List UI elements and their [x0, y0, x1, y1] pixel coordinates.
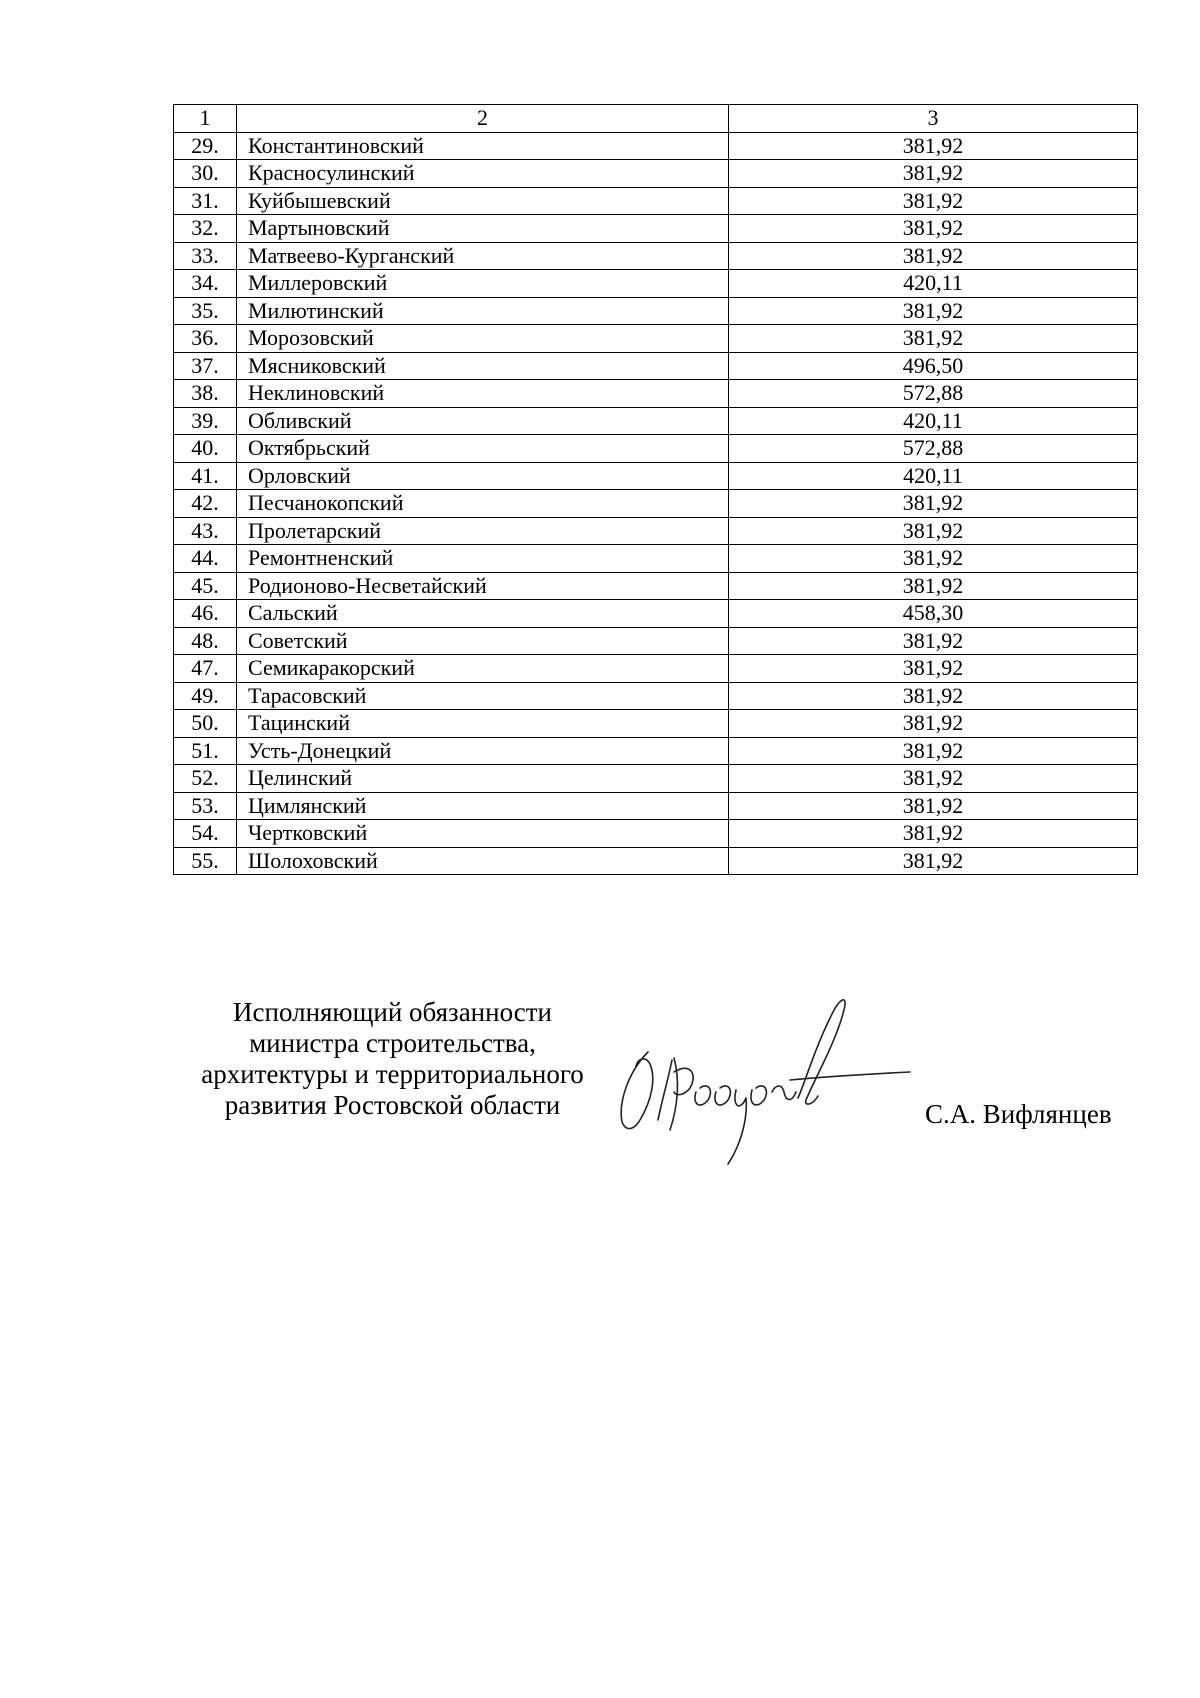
row-number-cell: 48. — [174, 627, 237, 655]
district-name-cell: Октябрьский — [237, 435, 729, 463]
header-cell-name: 2 — [237, 105, 729, 133]
row-number-cell: 36. — [174, 325, 237, 353]
table-row — [174, 682, 1138, 710]
district-name-cell: Усть-Донецкий — [237, 737, 729, 765]
district-name-cell: Семикаракорский — [237, 655, 729, 683]
value-cell: 381,92 — [729, 325, 1138, 353]
district-name-cell: Матвеево-Курганский — [237, 242, 729, 270]
district-name-cell: Куйбышевский — [237, 187, 729, 215]
value-cell: 381,92 — [729, 187, 1138, 215]
value-cell: 572,88 — [729, 435, 1138, 463]
value-cell: 458,30 — [729, 600, 1138, 628]
row-number-cell: 35. — [174, 297, 237, 325]
table-row — [174, 187, 1138, 215]
table-row — [174, 737, 1138, 765]
row-number-cell: 50. — [174, 710, 237, 738]
tariff-table — [173, 104, 1138, 875]
district-name-cell: Чертковский — [237, 820, 729, 848]
table-row — [174, 325, 1138, 353]
value-cell: 381,92 — [729, 132, 1138, 160]
value-cell: 420,11 — [729, 462, 1138, 490]
district-name-cell: Красносулинский — [237, 160, 729, 188]
district-name-cell: Неклиновский — [237, 380, 729, 408]
table-row — [174, 710, 1138, 738]
district-name-cell: Миллеровский — [237, 270, 729, 298]
value-cell: 420,11 — [729, 270, 1138, 298]
row-number-cell: 38. — [174, 380, 237, 408]
position-line: Исполняющий обязанности — [233, 997, 552, 1027]
value-cell: 420,11 — [729, 407, 1138, 435]
table-row — [174, 517, 1138, 545]
district-name-cell: Тарасовский — [237, 682, 729, 710]
row-number-cell: 45. — [174, 572, 237, 600]
table-row — [174, 820, 1138, 848]
table-row — [174, 572, 1138, 600]
table-row — [174, 765, 1138, 793]
value-cell: 496,50 — [729, 352, 1138, 380]
row-number-cell: 47. — [174, 655, 237, 683]
row-number-cell: 44. — [174, 545, 237, 573]
table-body — [174, 105, 1138, 875]
handwritten-signature — [600, 980, 920, 1180]
table-row — [174, 545, 1138, 573]
row-number-cell: 34. — [174, 270, 237, 298]
value-cell: 381,92 — [729, 297, 1138, 325]
district-name-cell: Советский — [237, 627, 729, 655]
value-cell: 572,88 — [729, 380, 1138, 408]
value-cell: 381,92 — [729, 847, 1138, 875]
row-number-cell: 41. — [174, 462, 237, 490]
row-number-cell: 54. — [174, 820, 237, 848]
row-number-cell: 43. — [174, 517, 237, 545]
signer-position — [180, 997, 605, 1121]
table-row — [174, 270, 1138, 298]
row-number-cell: 39. — [174, 407, 237, 435]
position-line: архитектуры и территориального — [201, 1059, 584, 1089]
district-name-cell: Тацинский — [237, 710, 729, 738]
value-cell: 381,92 — [729, 737, 1138, 765]
table-row — [174, 242, 1138, 270]
value-cell: 381,92 — [729, 215, 1138, 243]
signer-name: С.А. Вифлянцев — [925, 1099, 1112, 1129]
row-number-cell: 53. — [174, 792, 237, 820]
value-cell: 381,92 — [729, 710, 1138, 738]
district-name-cell: Морозовский — [237, 325, 729, 353]
table-row — [174, 435, 1138, 463]
table-row — [174, 352, 1138, 380]
row-number-cell: 29. — [174, 132, 237, 160]
district-name-cell: Милютинский — [237, 297, 729, 325]
value-cell: 381,92 — [729, 490, 1138, 518]
district-name-cell: Орловский — [237, 462, 729, 490]
value-cell: 381,92 — [729, 572, 1138, 600]
table-row — [174, 160, 1138, 188]
district-name-cell: Родионово-Несветайский — [237, 572, 729, 600]
district-name-cell: Константиновский — [237, 132, 729, 160]
position-line: развития Ростовской области — [224, 1090, 561, 1120]
table-row — [174, 490, 1138, 518]
row-number-cell: 49. — [174, 682, 237, 710]
table-row — [174, 600, 1138, 628]
table-row — [174, 792, 1138, 820]
row-number-cell: 31. — [174, 187, 237, 215]
row-number-cell: 40. — [174, 435, 237, 463]
table-row — [174, 847, 1138, 875]
district-name-cell: Мартыновский — [237, 215, 729, 243]
district-name-cell: Цимлянский — [237, 792, 729, 820]
value-cell: 381,92 — [729, 545, 1138, 573]
table-row — [174, 462, 1138, 490]
value-cell: 381,92 — [729, 627, 1138, 655]
value-cell: 381,92 — [729, 517, 1138, 545]
row-number-cell: 33. — [174, 242, 237, 270]
district-name-cell: Пролетарский — [237, 517, 729, 545]
value-cell: 381,92 — [729, 160, 1138, 188]
district-name-cell: Песчанокопский — [237, 490, 729, 518]
table-row — [174, 132, 1138, 160]
district-name-cell: Обливский — [237, 407, 729, 435]
header-cell-value: 3 — [729, 105, 1138, 133]
value-cell: 381,92 — [729, 792, 1138, 820]
table-row — [174, 297, 1138, 325]
district-name-cell: Ремонтненский — [237, 545, 729, 573]
row-number-cell: 32. — [174, 215, 237, 243]
header-cell-number: 1 — [174, 105, 237, 133]
value-cell: 381,92 — [729, 242, 1138, 270]
position-line: министра строительства, — [249, 1028, 536, 1058]
value-cell: 381,92 — [729, 820, 1138, 848]
table-row — [174, 407, 1138, 435]
value-cell: 381,92 — [729, 682, 1138, 710]
district-name-cell: Целинский — [237, 765, 729, 793]
district-name-cell: Сальский — [237, 600, 729, 628]
table-row — [174, 215, 1138, 243]
table-row — [174, 380, 1138, 408]
row-number-cell: 46. — [174, 600, 237, 628]
value-cell: 381,92 — [729, 765, 1138, 793]
value-cell: 381,92 — [729, 655, 1138, 683]
district-name-cell: Мясниковский — [237, 352, 729, 380]
row-number-cell: 55. — [174, 847, 237, 875]
row-number-cell: 52. — [174, 765, 237, 793]
row-number-cell: 37. — [174, 352, 237, 380]
district-name-cell: Шолоховский — [237, 847, 729, 875]
row-number-cell: 42. — [174, 490, 237, 518]
row-number-cell: 30. — [174, 160, 237, 188]
table-header-row — [174, 105, 1138, 133]
table-row — [174, 627, 1138, 655]
table-row — [174, 655, 1138, 683]
row-number-cell: 51. — [174, 737, 237, 765]
